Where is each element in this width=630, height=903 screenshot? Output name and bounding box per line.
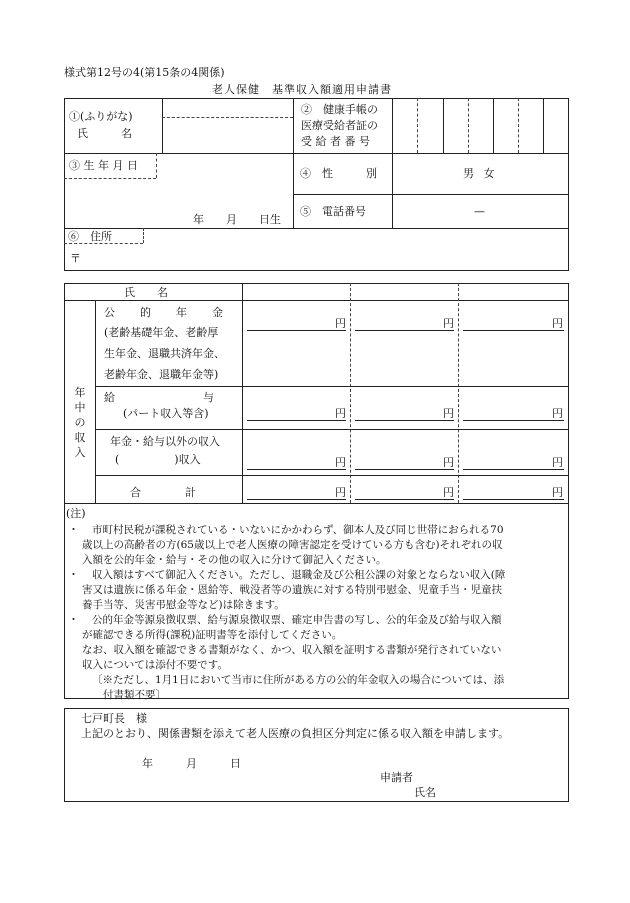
rule-line [64, 503, 569, 504]
yen-other-3: 円 [552, 456, 563, 469]
rule-line [64, 178, 156, 179]
sex-label: ④ 性 別 [300, 167, 377, 180]
rule-line [355, 469, 454, 470]
form-title: 老人保健 基準収入額適用申請書 [212, 83, 392, 96]
note-2-line-1: 収入額はすべて御記入ください。ただし、退職金及び公租公課の対象とならない収入(障 [92, 569, 506, 581]
note-bullet-2: ・ [68, 568, 79, 581]
other-amount-1[interactable] [246, 451, 334, 468]
member-name-1[interactable] [244, 285, 348, 299]
name-field[interactable] [164, 120, 291, 152]
pension-detail-2: 生年金、退職共済年金、 [104, 347, 225, 360]
recipient-number-field[interactable] [393, 99, 568, 152]
rule-line [143, 228, 144, 243]
rule-line [162, 117, 293, 118]
rule-line [458, 283, 459, 503]
rule-line [64, 300, 569, 301]
rule-line [162, 98, 163, 153]
rule-line [95, 300, 96, 503]
other-amount-2[interactable] [354, 451, 442, 468]
cert-label-2: 医療受給者証の [301, 119, 378, 132]
rule-line [463, 330, 564, 331]
applicant-name-field[interactable] [440, 784, 560, 800]
member-name-2[interactable] [352, 285, 456, 299]
sex-value[interactable]: 男 女 [463, 167, 498, 180]
phone-field[interactable]: — [474, 205, 485, 218]
note-3-line-1: 公的年金等源泉徴収票、給与源泉徴収票、確定申告書の写し、公的年金及び給与収入額 [92, 614, 502, 626]
rule-line [350, 283, 351, 503]
furigana-label: ①(ふりがな) [69, 110, 133, 123]
pension-detail-1: (老齢基礎年金、老齢厚 [104, 326, 219, 339]
other-income-detail: ( )収入 [115, 453, 201, 466]
yen-total-2: 円 [443, 486, 454, 499]
note-1-line-1: 市町村民税が課税されている・いないにかかわらず、御本人及び同じ世帯におられる70 [92, 524, 504, 536]
rule-line [355, 420, 454, 421]
salary-amount-3[interactable] [462, 402, 550, 419]
yen-salary-1: 円 [335, 407, 346, 420]
note-2-line-3: 養手当等、災害弔慰金等など)は除きます。 [82, 599, 285, 611]
address-field[interactable] [84, 248, 564, 268]
rule-line [355, 499, 454, 500]
pension-amount-1[interactable] [246, 312, 334, 329]
note-3-line-2: が確認できる所得(課税)証明書等を添付してください。 [82, 629, 343, 641]
rule-line [64, 228, 569, 229]
yen-salary-3: 円 [552, 407, 563, 420]
rule-line [247, 469, 346, 470]
note-3-line-3: なお、収入額を確認できる書類がなく、かつ、収入額を証明する書類が発行されていない [82, 644, 502, 656]
salary-detail: (パート収入等含) [123, 407, 209, 420]
member-name-3[interactable] [460, 285, 567, 299]
annual-income-label: 年中の収入 [74, 386, 86, 459]
cert-label-1: ② 健康手帳の [301, 103, 378, 116]
other-income-title: 年金・給与以外の収入 [110, 435, 220, 448]
rule-line [247, 420, 346, 421]
yen-total-1: 円 [335, 486, 346, 499]
yen-total-3: 円 [552, 486, 563, 499]
note-bullet-3: ・ [68, 613, 79, 626]
yen-other-2: 円 [443, 456, 454, 469]
total-label: 合 計 [130, 486, 196, 499]
dob-field[interactable] [66, 180, 291, 210]
dob-suffix: 年 月 日生 [193, 213, 281, 226]
note-1-line-3: 入額を公的年金・給与・その他の収入に分けて御記入ください。 [82, 554, 387, 566]
total-amount-3[interactable] [462, 481, 550, 498]
rule-line [95, 429, 569, 430]
pension-detail-3: 老齢年金、退職年金等) [104, 368, 219, 381]
rule-line [95, 386, 569, 387]
note-bullet-1: ・ [68, 523, 79, 536]
salary-amount-2[interactable] [354, 402, 442, 419]
yen-salary-2: 円 [443, 407, 454, 420]
rule-line [156, 153, 157, 178]
phone-label: ⑤ 電話番号 [300, 205, 366, 218]
postal-mark: 〒 [70, 252, 81, 265]
pension-amount-2[interactable] [354, 312, 442, 329]
salary-amount-1[interactable] [246, 402, 334, 419]
total-amount-2[interactable] [354, 481, 442, 498]
pension-amount-3[interactable] [462, 312, 550, 329]
salary-title: 給 与 [104, 391, 214, 404]
applicant-name-label: 氏名 [414, 786, 436, 799]
rule-line [247, 499, 346, 500]
name-label: 氏 名 [77, 127, 132, 140]
total-amount-1[interactable] [246, 481, 334, 498]
applicant-label: 申請者 [380, 771, 413, 784]
other-amount-3[interactable] [462, 451, 550, 468]
rule-line [293, 98, 294, 228]
rule-line [355, 330, 454, 331]
note-3-line-5: 〔※ただし、1月1日において当市に住所がある方の公的年金収入の場合については、添 [92, 674, 505, 686]
note-3-line-4: 収入については添付不要です。 [82, 659, 228, 671]
yen-pension-1: 円 [335, 317, 346, 330]
form-number: 様式第12号の4(第15条の4関係) [64, 66, 225, 79]
rule-line [64, 153, 569, 154]
yen-pension-3: 円 [552, 317, 563, 330]
note-2-line-2: 害又は遺族に係る年金・恩給等、戦没者等の遺族に対する特別弔慰金、児童手当・児童扶 [82, 584, 502, 596]
yen-pension-2: 円 [443, 317, 454, 330]
application-date[interactable]: 年 月 日 [142, 757, 241, 770]
address-label: ⑥ 住所 [68, 230, 112, 243]
rule-line [463, 469, 564, 470]
pension-title: 公 的 年 金 [104, 306, 224, 319]
dob-label: ③ 生 年 月 日 [69, 159, 138, 172]
income-name-header: 氏 名 [124, 286, 168, 299]
rule-line [463, 420, 564, 421]
note-1-line-2: 歳以上の高齢者の方(65歳以上で老人医療の障害認定を受けている方も含む)それぞれの収 [82, 539, 503, 551]
notes-heading: (注) [66, 507, 86, 520]
addressee: 七戸町長 様 [81, 712, 147, 725]
application-statement: 上記のとおり、関係書類を添えて老人医療の負担区分判定に係る収入額を申請します。 [81, 727, 510, 740]
rule-line [293, 194, 569, 195]
cert-label-3: 受 給 者 番 号 [301, 135, 370, 148]
note-3-line-6: 付書類不要〕 [103, 689, 166, 701]
rule-line [242, 283, 243, 503]
yen-other-1: 円 [335, 456, 346, 469]
rule-line [95, 475, 569, 476]
rule-line [463, 499, 564, 500]
rule-line [247, 330, 346, 331]
